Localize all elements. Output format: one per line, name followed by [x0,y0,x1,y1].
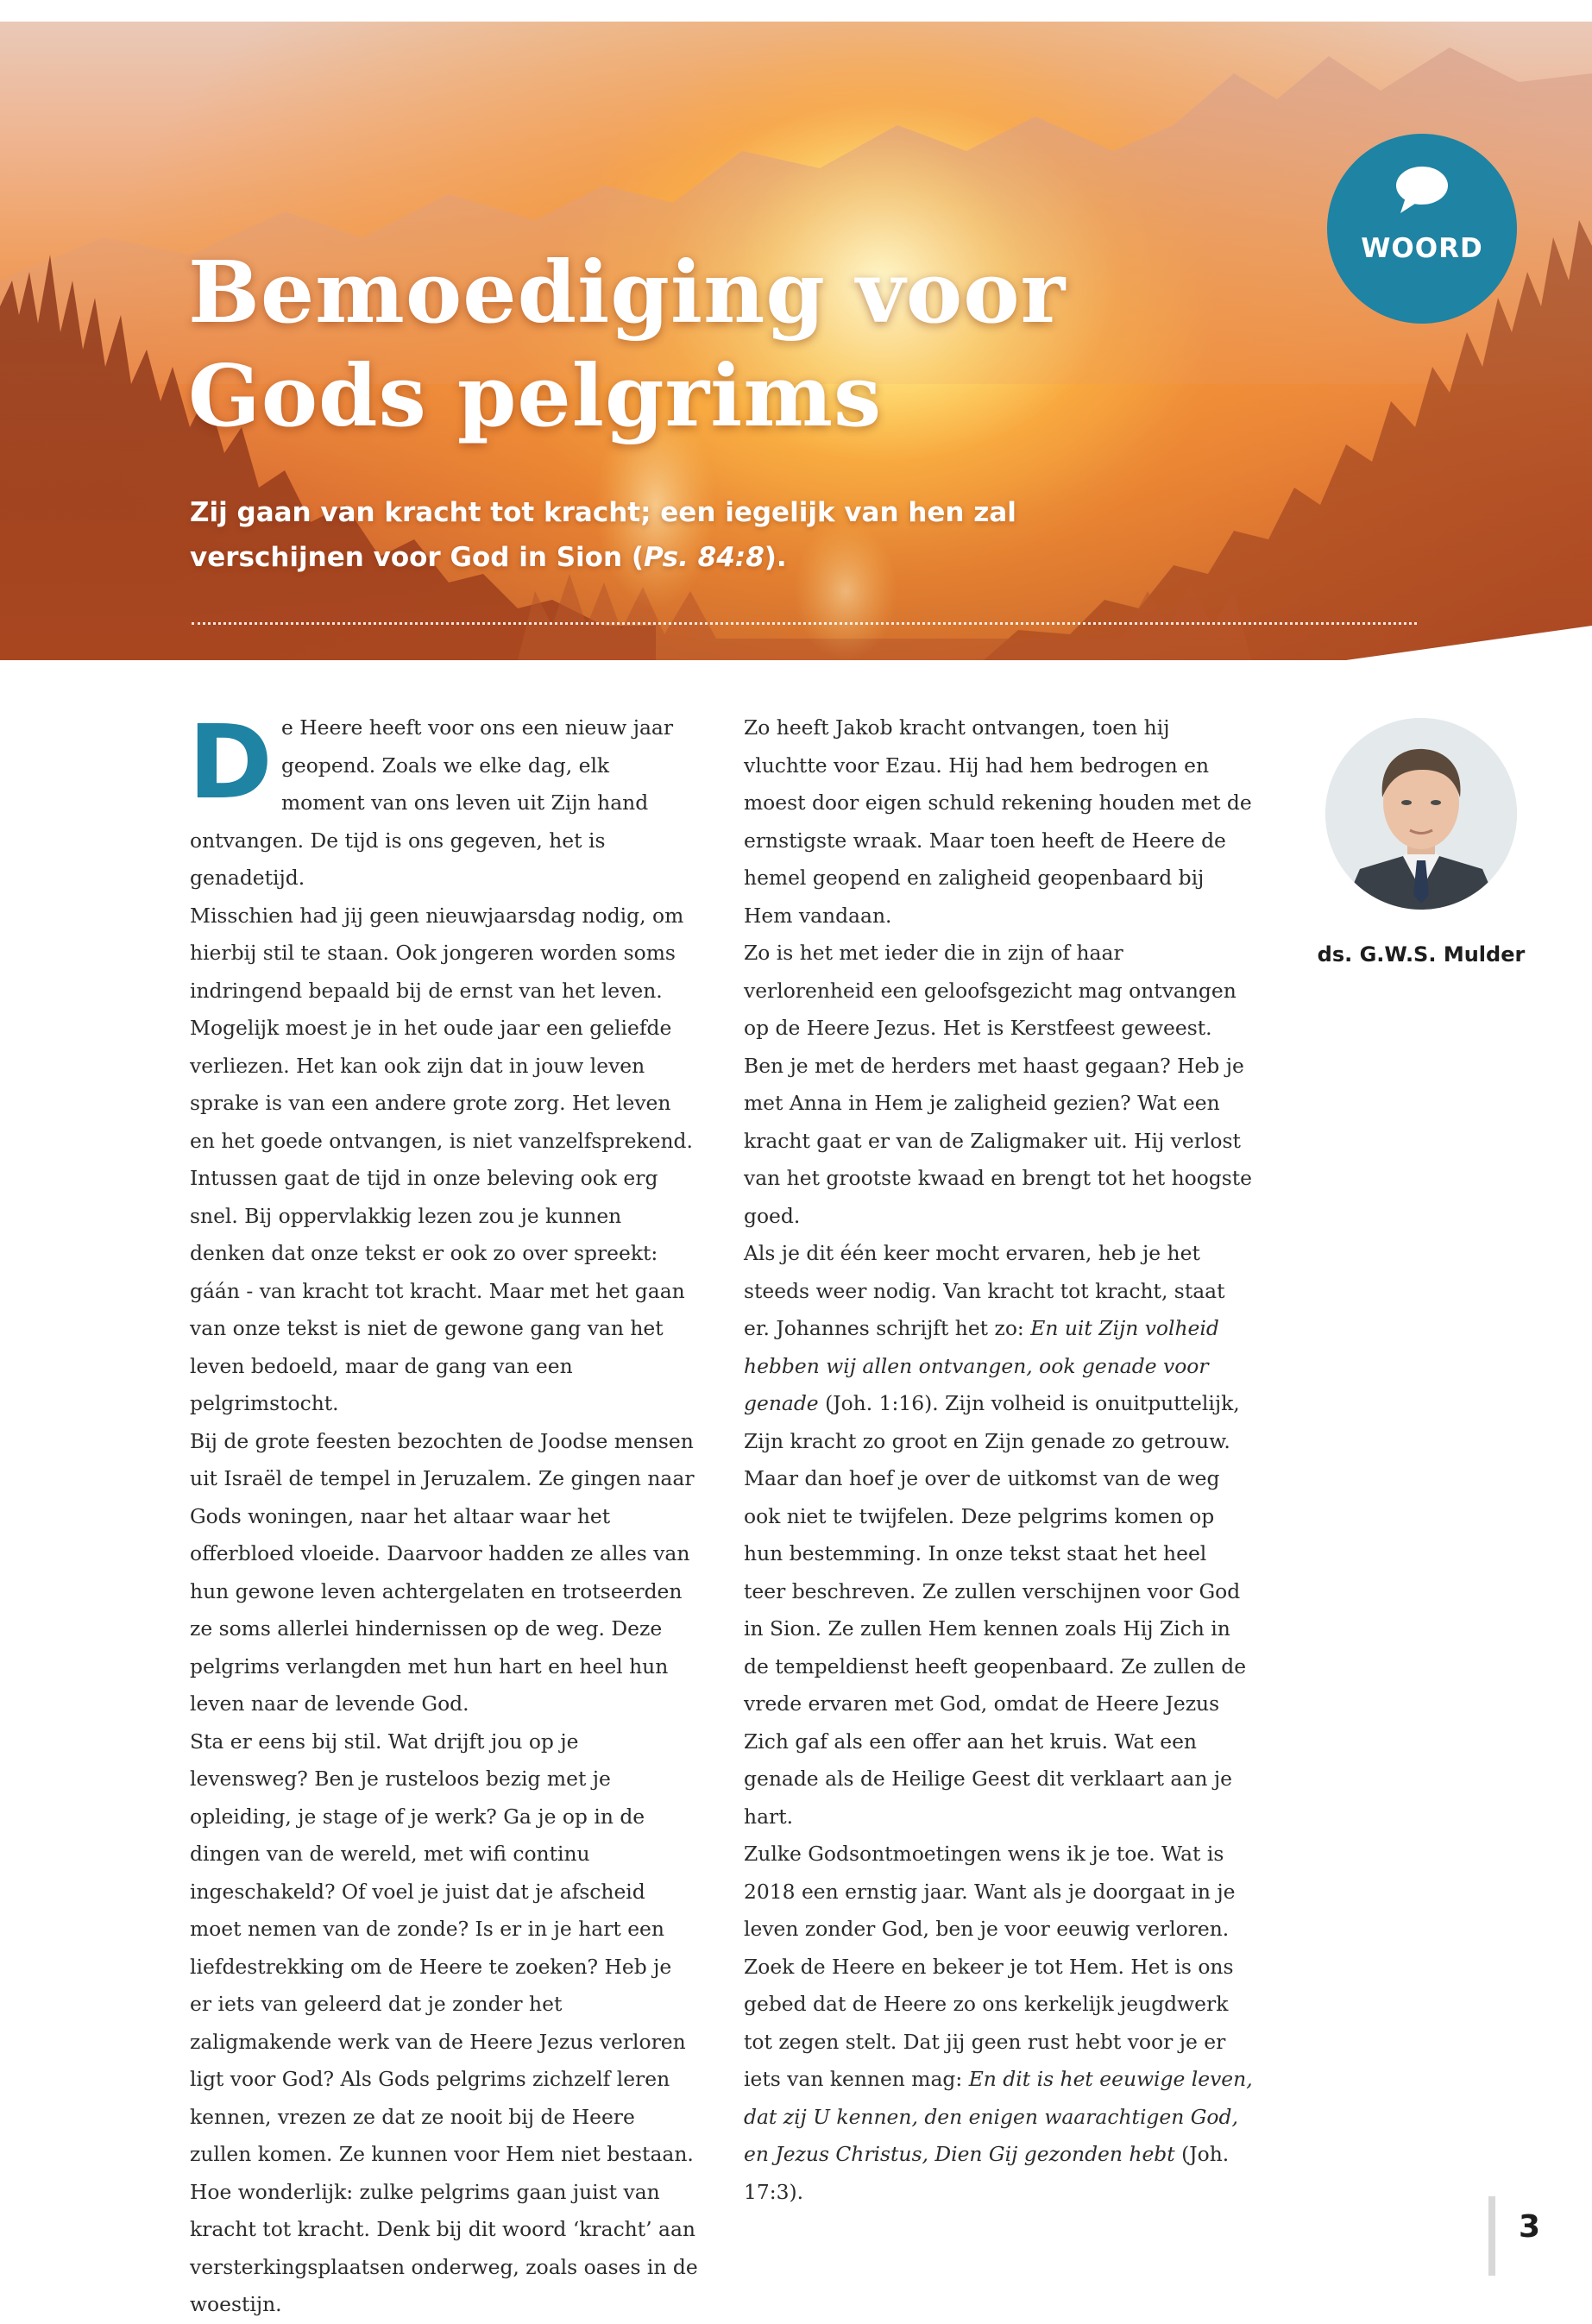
paragraph-text: (Joh. 17:3). [744,2142,1230,2204]
paragraph: Hoe wonderlijk: zulke pelgrims gaan juist van kracht tot kracht. Denk bij dit woord ‘kracht’ aan versterkingsplaatsen onderweg, zoals oases in de woestijn. [190,2179,698,2316]
dotted-divider [192,622,1417,625]
paragraph: Maar dan hoef je over de uitkomst van de weg ook niet te twijfelen. Deze pelgrims komen op hun bestemming. In onze tekst staat het heel teer beschreven. Ze zullen verschijnen voor God in Sion. Ze zullen Hem kennen zoals Hij Zich in de tempeldienst heeft geopenbaard. Ze zullen de vrede ervaren met God, omdat de Heere Jezus Zich gaf als een offer aan het kruis. Wat een genade als de Heilige Geest dit verklaart aan je hart. [744,1466,1247,1829]
paragraph [744,1235,1253,1460]
article-intro-verse [190,490,1053,580]
paragraph: Sta er eens bij stil. Wat drijft jou op je levensweg? Ben je rusteloos bezig met je opleiding, je stage of je werk? Ga je op in de dingen van de wereld, met wifi continu ingeschakeld? Of voel je juist dat je afscheid moet nemen van de zonde? Is er in je hart een liefdestrekking om de Heere te zoeken? Heb je er iets van geleerd dat je zonder het zaligmakende werk van de Heere Jezus verloren ligt voor God? Als Gods pelgrims zichzelf leren kennen, vrezen ze dat ze nooit bij de Heere zullen komen. Ze kunnen voor Hem niet bestaan. [190,1729,694,2166]
author-portrait [1325,718,1517,910]
speech-bubble-icon [1394,165,1450,217]
hero-header [0,22,1592,660]
paragraph: Zo is het met ieder die in zijn of haar verlorenheid een geloofsgezicht mag ontvangen op de Heere Jezus. Het is Kerstfeest geweest. Ben je met de herders met haast gegaan? Heb je met Anna in Hem je zaligheid gezien? Wat een kracht gaat er van de Zaligmaker uit. Hij verlost van het grootste kwaad en brengt tot het hoogste goed. [744,941,1253,1228]
scripture-quote: En dit is het eeuwige leven, dat zij U kennen, den enigen waarachtigen God, en Jezus Christus, Dien Gij gezonden hebt [744,2067,1253,2166]
drop-cap: D [188,702,273,822]
scripture-quote: En uit Zijn volheid hebben wij allen ontvangen, ook genade voor genade [744,1316,1219,1415]
paragraph-text: Zulke Godsontmoetingen wens ik je toe. Wat is 2018 een ernstig jaar. Want als je doorgaat in je leven zonder God, ben je voor eeuwig verloren. Zoek de Heere en bekeer je tot Hem. Het is ons gebed dat de Heere zo ons kerkelijk jeugdwerk tot zegen stelt. Dat jij geen rust hebt voor je er iets van kennen mag: [744,1842,1236,2091]
paragraph [188,702,699,897]
author-name: ds. G.W.S. Mulder [1317,942,1526,967]
page-number-bar [1488,2196,1495,2276]
paragraph: Intussen gaat de tijd in onze beleving ook erg snel. Bij oppervlakkig lezen zou je kunnen denken dat onze tekst er ook zo over spreekt: gáán - van kracht tot kracht. Maar met het gaan van onze tekst is niet de gewone gang van het leven bedoeld, maar de gang van een pelgrimstocht. [190,1166,685,1415]
category-badge [1327,134,1517,324]
intro-verse-text: Zij gaan van kracht tot kracht; een iegelijk van hen zal verschijnen voor God in Sion ( [190,497,1016,573]
author-photo [1325,718,1517,910]
article-column-1 [188,702,699,2324]
article-title: Bemoediging voor Gods pelgrims [188,243,1067,446]
paragraph: Zo heeft Jakob kracht ontvangen, toen hij vluchtte voor Ezau. Hij had hem bedrogen en moest door eigen schuld rekening houden met de ernstigste wraak. Maar toen heeft de Heere de hemel geopend en zaligheid geopenbaard bij Hem vandaan. [744,715,1252,928]
paragraph: Misschien had jij geen nieuwjaarsdag nodig, om hierbij stil te staan. Ook jongeren worden soms indringend bepaald bij de ernst van het leven. Mogelijk moest je in het oude jaar een geliefde verliezen. Het kan ook zijn dat in jouw leven sprake is van een andere grote zorg. Het leven en het goede ontvangen, is niet vanzelfsprekend. [190,903,693,1153]
paragraph-text: e Heere heeft voor ons een nieuw jaar geopend. Zoals we elke dag, elk moment van ons leven uit Zijn hand ontvangen. De tijd is ons gegeven, het is genadetijd. [190,715,674,890]
paragraph [744,1836,1253,2211]
paragraph-text: Als je dit één keer mocht ervaren, heb je het steeds weer nodig. Van kracht tot kracht, staat er. Johannes schrijft het zo: [744,1241,1225,1340]
category-label: WOORD [1361,233,1483,264]
page-number: 3 [1519,2209,1541,2245]
intro-verse-end: ). [764,542,787,573]
article-column-2 [744,709,1253,2211]
intro-verse-reference: Ps. 84:8 [644,542,765,573]
paragraph-text: (Joh. 1:16). Zijn volheid is onuitputtelijk, Zijn kracht zo groot en Zijn genade zo getrouw. [744,1391,1240,1453]
paragraph: Bij de grote feesten bezochten de Joodse mensen uit Israël de tempel in Jeruzalem. Ze gingen naar Gods woningen, naar het altaar waar het offerbloed vloeide. Daarvoor hadden ze alles van hun gewone leven achtergelaten en trotseerden ze soms allerlei hindernissen op de weg. Deze pelgrims verlangden met hun hart en heel hun leven naar de levende God. [190,1428,695,1716]
